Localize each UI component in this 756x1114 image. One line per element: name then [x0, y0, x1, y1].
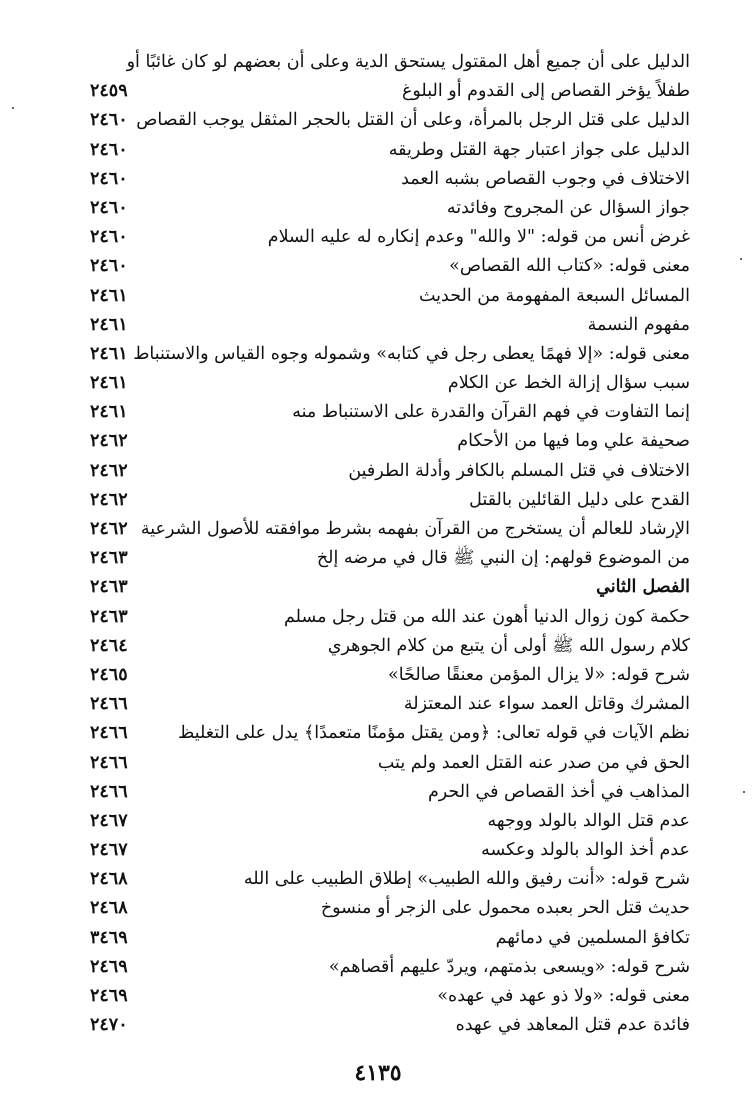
toc-entry-title: الحق في من صدر عنه القتل العمد ولم يتب	[377, 752, 690, 773]
toc-entry	[90, 311, 690, 340]
toc-entry-title: من الموضوع قولهم: إن النبي ﷺ قال في مرضه إلخ	[316, 548, 690, 569]
toc-entry-page: ٢٤٦١	[90, 285, 128, 306]
toc-entry-page: ٢٤٦٣	[90, 606, 128, 627]
toc-entry	[90, 106, 690, 135]
toc-entry-page: ٢٤٦٢	[90, 489, 128, 510]
toc-entry	[90, 398, 690, 427]
toc-entry	[90, 661, 690, 690]
toc-entry	[90, 340, 690, 369]
toc-entry-title: المشرك وقاتل العمد سواء عند المعتزلة	[403, 694, 690, 715]
toc-entry-title: الاختلاف في قتل المسلم بالكافر وأدلة الطرفين	[348, 460, 690, 481]
toc-entry-page: ٢٤٦٠	[90, 197, 128, 218]
table-of-contents	[90, 48, 690, 1040]
toc-entry-title: كلام رسول الله ﷺ أولى أن يتبع من كلام الجوهري	[327, 635, 690, 656]
toc-entry-page: ٢٤٦٥	[90, 664, 128, 685]
toc-entry	[90, 632, 690, 661]
toc-entry-page: ٢٤٦٧	[90, 840, 128, 861]
scan-speck	[740, 258, 742, 260]
toc-entry-title: معنى قوله: «إلا فهمًا يعطى رجل في كتابه» وشموله وجوه القياس والاستنباط	[133, 343, 690, 364]
toc-entry-page: ٢٤٦٣	[90, 548, 128, 569]
toc-entry-title: الدليل على قتل الرجل بالمرأة، وعلى أن القتل بالحجر المثقل يوجب القصاص	[136, 110, 690, 131]
toc-entry-title: إنما التفاوت في فهم القرآن والقدرة على الاستنباط منه	[292, 402, 690, 423]
toc-entry-title: المسائل السبعة المفهومة من الحديث	[419, 285, 690, 306]
toc-entry-title: غرض أنس من قوله: "لا والله" وعدم إنكاره له عليه السلام	[267, 227, 690, 248]
toc-entry-page: ٢٤٦٦	[90, 694, 128, 715]
toc-entry	[90, 369, 690, 398]
toc-entry-title: المذاهب في أخذ القصاص في الحرم	[427, 781, 690, 802]
toc-entry-title: معنى قوله: «كتاب الله القصاص»	[449, 256, 690, 277]
toc-entry-page: ٢٤٦٠	[90, 139, 128, 160]
toc-entry-title: شرح قوله: «ويسعى بذمتهم، ويردّ عليهم أقصاهم»	[328, 956, 690, 977]
toc-entry-title: الإرشاد للعالم أن يستخرج من القرآن بفهمه بشرط موافقته للأصول الشرعية	[140, 519, 690, 539]
toc-entry	[90, 223, 690, 252]
toc-entry	[90, 48, 690, 77]
toc-entry-page: ٢٤٥٩	[90, 81, 128, 102]
toc-entry-title: الدليل على جواز اعتبار جهة القتل وطريقه	[388, 139, 690, 160]
toc-entry-title: فائدة عدم قتل المعاهد في عهده	[455, 1015, 690, 1036]
toc-entry-page: ٢٤٦٣	[90, 577, 128, 598]
toc-entry-page: ٢٤٦٩	[90, 986, 128, 1006]
toc-entry-page: ٢٤٦١	[90, 402, 128, 423]
toc-entry-title: سبب سؤال إزالة الخط عن الكلام	[447, 373, 690, 394]
toc-entry-page: ٢٤٦٩	[90, 956, 128, 977]
toc-entry	[90, 515, 690, 544]
toc-entry	[90, 865, 690, 894]
toc-entry	[90, 953, 690, 982]
toc-entry	[90, 165, 690, 194]
toc-entry-title: عدم أخذ الوالد بالولد وعكسه	[481, 840, 690, 861]
toc-entry-title: شرح قوله: «أنت رفيق والله الطبيب» إطلاق الطبيب على الله	[243, 869, 690, 890]
toc-entry-page: ٢٤٦١	[90, 343, 128, 364]
toc-entry-page: ٢٤٦٨	[90, 898, 128, 919]
toc-entry-page: ٢٤٦٤	[90, 635, 128, 656]
toc-entry	[90, 894, 690, 923]
toc-entry	[90, 77, 690, 106]
toc-entry-title: الدليل على أن جميع أهل المقتول يستحق الدية وعلى أن بعضهم لو كان غائبًا أو	[126, 52, 690, 72]
toc-entry	[90, 252, 690, 281]
toc-entry-title: صحيفة علي وما فيها من الأحكام	[457, 431, 690, 452]
toc-entry	[90, 807, 690, 836]
toc-entry-title: الاختلاف في وجوب القصاص بشبه العمد	[401, 168, 690, 189]
toc-entry-title: جواز السؤال عن المجروح وفائدته	[446, 197, 690, 218]
toc-entry-page: ٢٤٦١	[90, 373, 128, 394]
toc-entry	[90, 924, 690, 953]
toc-entry-page: ٢٤٦١	[90, 314, 128, 335]
toc-entry	[90, 486, 690, 515]
toc-entry-title: شرح قوله: «لا يزال المؤمن معنقًا صالحًا»	[388, 664, 690, 685]
toc-entry-page: ٢٤٦٧	[90, 810, 128, 831]
toc-entry-page: ٢٤٧٠	[90, 1015, 128, 1036]
toc-entry-page: ٢٤٦٠	[90, 110, 128, 131]
toc-entry	[90, 603, 690, 632]
toc-entry	[90, 427, 690, 456]
toc-entry-title: القدح على دليل القائلين بالقتل	[469, 489, 690, 510]
toc-entry-title: حديث قتل الحر بعبده محمول على الزجر أو منسوخ	[320, 898, 690, 919]
toc-entry-page: ٢٤٦٦	[90, 752, 128, 773]
toc-entry	[90, 573, 690, 602]
toc-entry-title: عدم قتل الوالد بالولد ووجهه	[487, 810, 690, 831]
toc-entry-page: ٢٤٦٦	[90, 723, 128, 744]
scan-speck	[12, 107, 14, 109]
toc-entry	[90, 457, 690, 486]
toc-entry-title: حكمة كون زوال الدنيا أهون عند الله من قتل رجل مسلم	[284, 606, 690, 627]
toc-entry	[90, 136, 690, 165]
toc-entry	[90, 836, 690, 865]
toc-entry	[90, 1011, 690, 1040]
toc-entry	[90, 194, 690, 223]
toc-entry-page: ٢٤٦٢	[90, 431, 128, 452]
toc-entry-title: مفهوم النسمة	[587, 314, 690, 335]
toc-entry-title: طفلاً يؤخر القصاص إلى القدوم أو البلوغ	[401, 81, 690, 102]
toc-entry-title: معنى قوله: «ولا ذو عهد في عهده»	[437, 986, 690, 1006]
toc-entry	[90, 749, 690, 778]
toc-entry-page: ٢٤٦٢	[90, 519, 128, 539]
toc-entry-page: ٢٤٦٢	[90, 460, 128, 481]
toc-entry	[90, 778, 690, 807]
toc-entry-title: تكافؤ المسلمين في دمائهم	[495, 927, 690, 948]
toc-entry	[90, 690, 690, 719]
toc-entry	[90, 282, 690, 311]
toc-entry-title: نظم الآيات في قوله تعالى: ﴿ومن يقتل مؤمنًا متعمدًا﴾ يدل على التغليظ	[178, 723, 690, 744]
page-number: ٤١٣٥	[354, 1060, 402, 1086]
toc-entry	[90, 544, 690, 573]
toc-entry	[90, 982, 690, 1011]
toc-entry-page: ٢٤٦٠	[90, 168, 128, 189]
toc-entry-page: ٣٤٦٩	[90, 927, 128, 948]
toc-entry	[90, 719, 690, 748]
toc-entry-page: ٢٤٦٦	[90, 781, 128, 802]
toc-entry-page: ٢٤٦٨	[90, 869, 128, 890]
toc-entry-page: ٢٤٦٠	[90, 256, 128, 277]
toc-entry-title: الفصل الثاني	[596, 577, 690, 598]
toc-entry-page: ٢٤٦٠	[90, 227, 128, 248]
scan-speck	[743, 791, 745, 793]
